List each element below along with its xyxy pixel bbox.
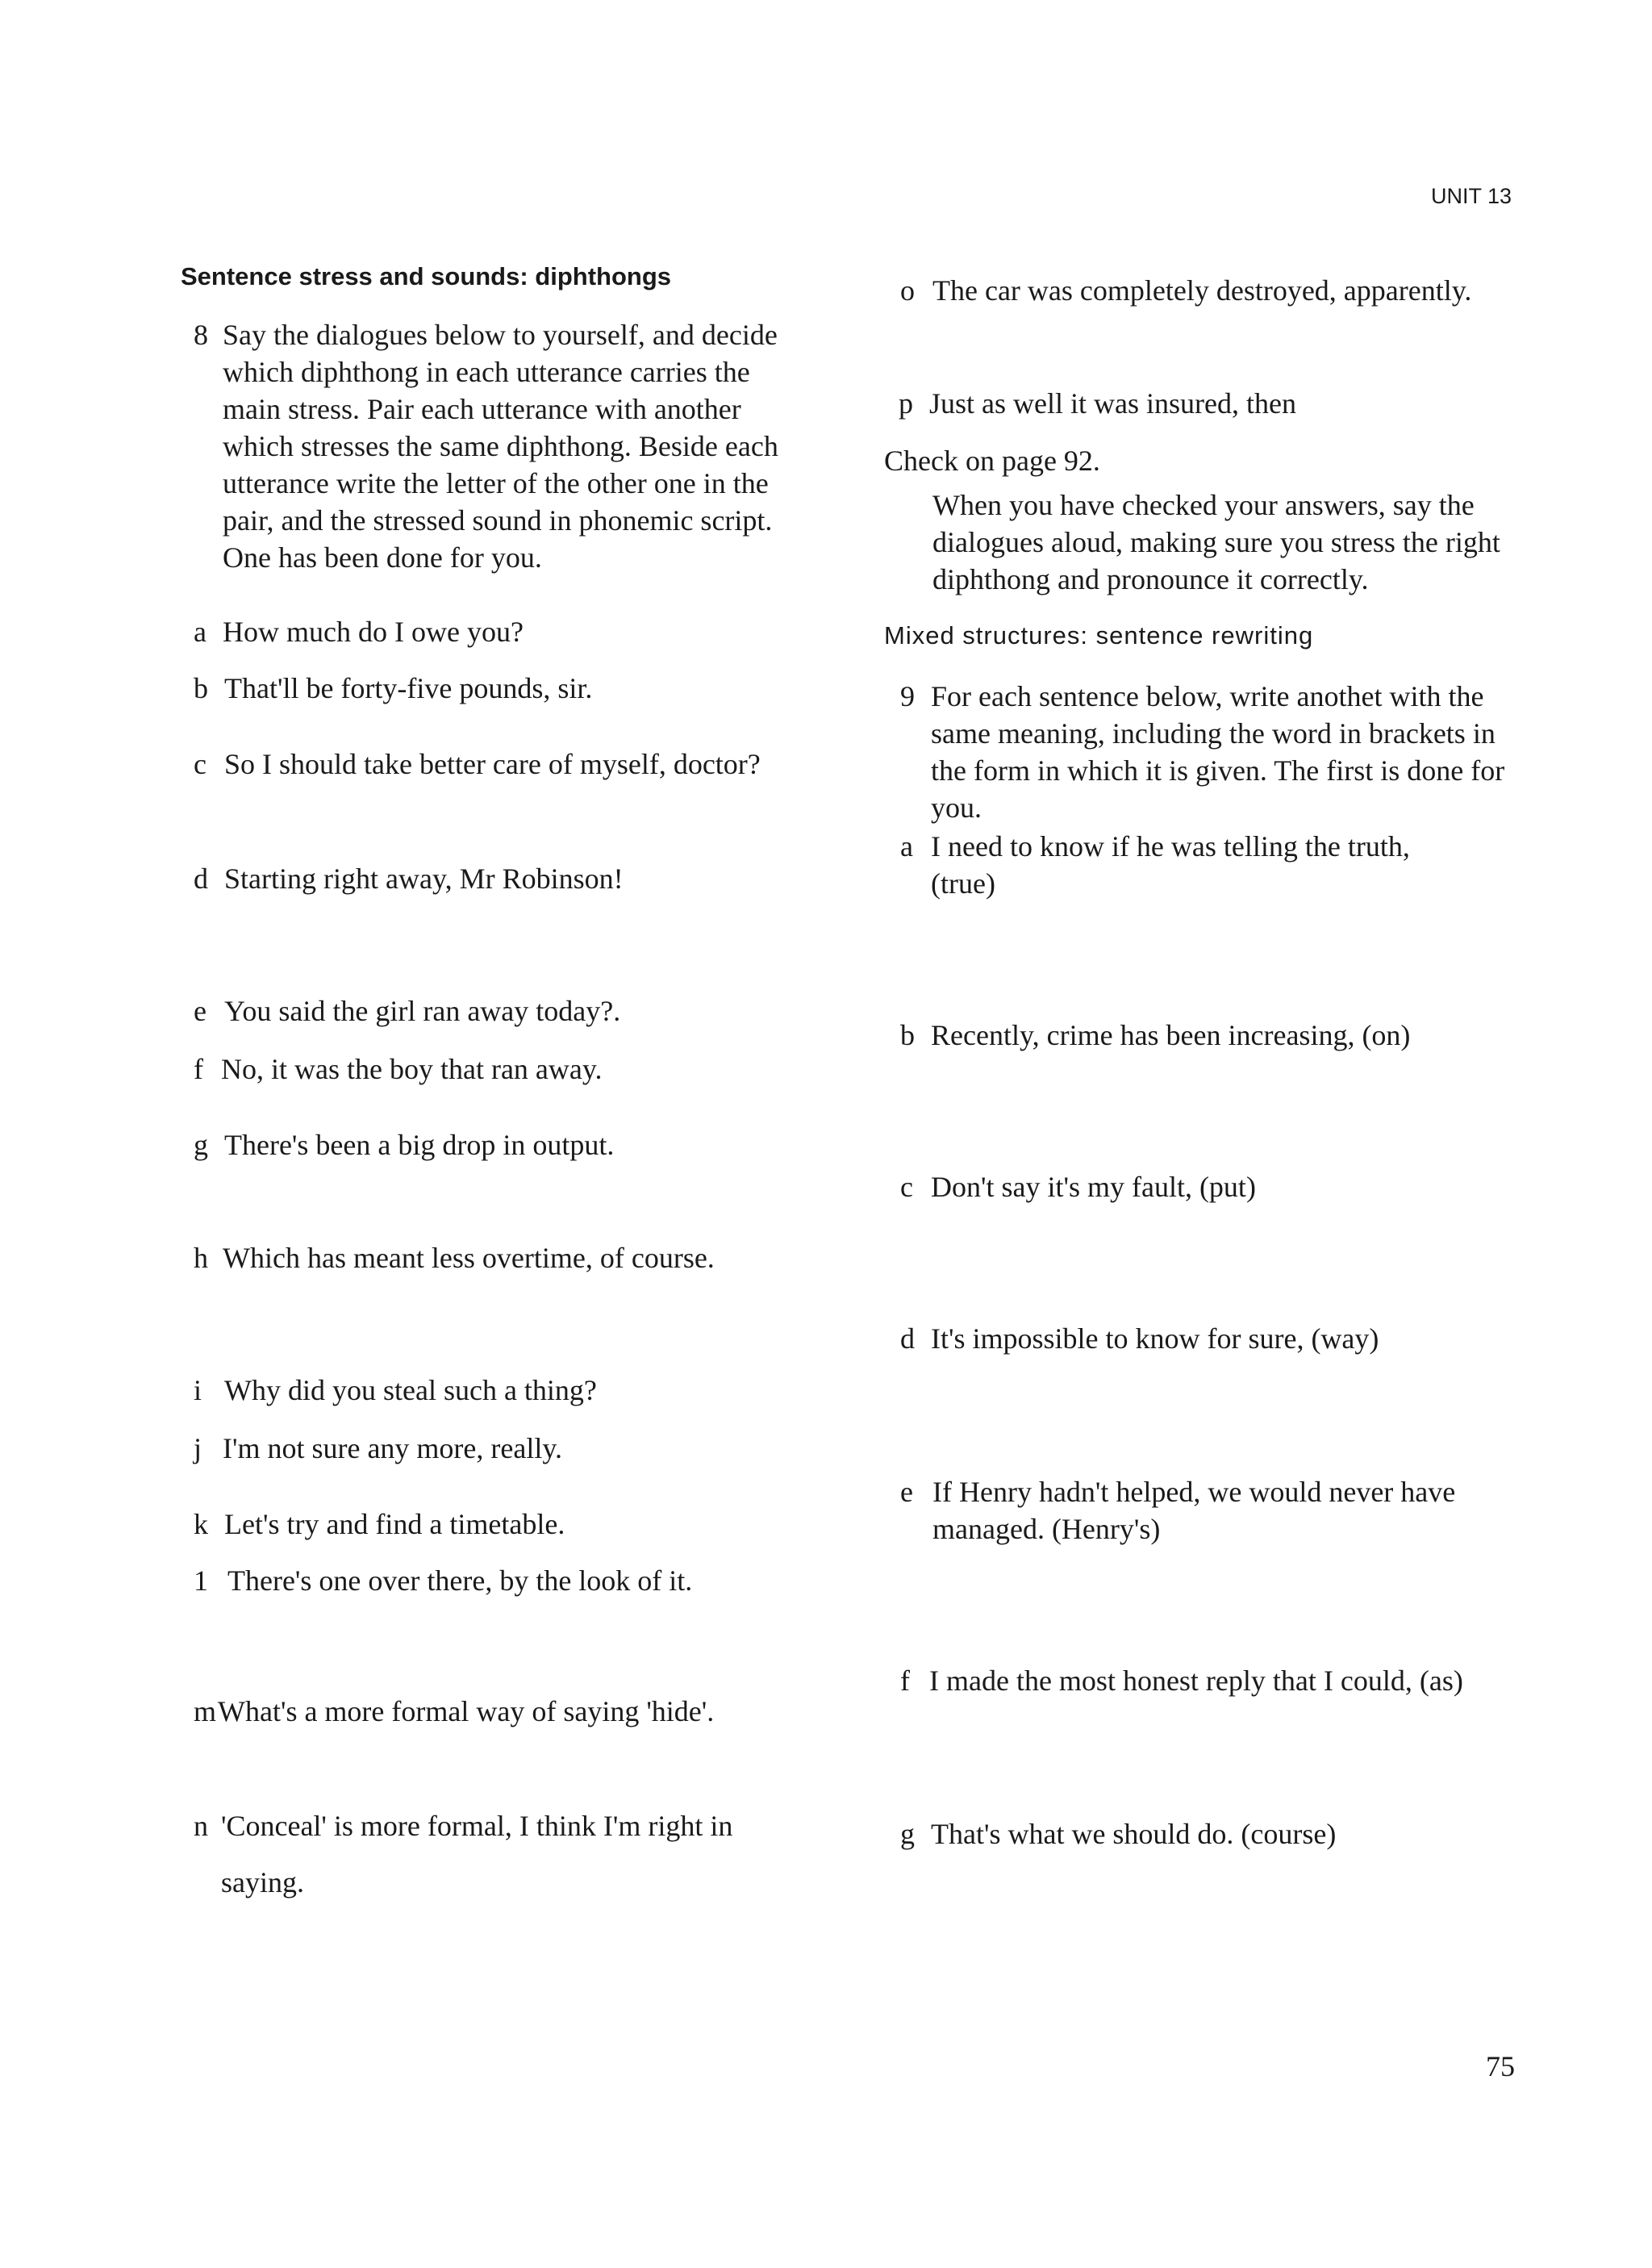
item-label: k bbox=[194, 1508, 208, 1540]
item-text: I'm not sure any more, really. bbox=[223, 1432, 563, 1464]
item-text: Which has meant less overtime, of course. bbox=[223, 1242, 715, 1274]
item-label: d bbox=[900, 1322, 915, 1355]
instruction-line: which stresses the same diphthong. Beside each bbox=[223, 430, 778, 462]
item-label: e bbox=[900, 1476, 913, 1508]
item-label: a bbox=[900, 830, 913, 863]
item-label: o bbox=[900, 274, 915, 307]
instruction-line: you. bbox=[931, 792, 982, 824]
item-label: i bbox=[194, 1374, 202, 1406]
item-text: Don't say it's my fault, (put) bbox=[931, 1171, 1256, 1203]
item-label: g bbox=[900, 1818, 915, 1850]
item-label: 1 bbox=[194, 1564, 208, 1597]
instruction-line: Say the dialogues below to yourself, and decide bbox=[223, 319, 778, 351]
item-text: Let's try and find a timetable. bbox=[224, 1508, 565, 1540]
item-text: If Henry hadn't helped, we would never have bbox=[932, 1476, 1456, 1508]
item-text: Why did you steal such a thing? bbox=[224, 1374, 597, 1406]
item-label: p bbox=[899, 387, 913, 420]
item-text: No, it was the boy that ran away. bbox=[221, 1053, 603, 1085]
item-text: Starting right away, Mr Robinson! bbox=[224, 863, 624, 895]
item-label: d bbox=[194, 863, 208, 895]
item-label: b bbox=[900, 1019, 915, 1051]
item-text: That'll be forty-five pounds, sir. bbox=[224, 672, 593, 704]
item-text: 'Conceal' is more formal, I think I'm right in bbox=[221, 1810, 733, 1842]
item-label: c bbox=[900, 1171, 913, 1203]
item-text: How much do I owe you? bbox=[223, 616, 524, 648]
item-text: That's what we should do. (course) bbox=[931, 1818, 1337, 1850]
item-label: j bbox=[194, 1432, 202, 1464]
instruction-line: main stress. Pair each utterance with another bbox=[223, 393, 741, 425]
exercise-number: 9 bbox=[900, 680, 915, 712]
item-label: b bbox=[194, 672, 208, 704]
instruction-line: dialogues aloud, making sure you stress the right bbox=[932, 526, 1500, 558]
item-text: Recently, crime has been increasing, (on) bbox=[931, 1019, 1411, 1051]
item-text: There's been a big drop in output. bbox=[224, 1129, 615, 1161]
instruction-line: utterance write the letter of the other one in the bbox=[223, 467, 769, 499]
item-text: There's one over there, by the look of it. bbox=[227, 1564, 693, 1597]
item-label: n bbox=[194, 1810, 208, 1842]
item-text: So I should take better care of myself, doctor? bbox=[224, 748, 761, 780]
item-text: The car was completely destroyed, apparently. bbox=[932, 274, 1472, 307]
item-text: You said the girl ran away today?. bbox=[224, 995, 621, 1027]
instruction-line: When you have checked your answers, say the bbox=[932, 489, 1475, 521]
item-text-continuation: (true) bbox=[931, 867, 995, 900]
instruction-line: pair, and the stressed sound in phonemic script. bbox=[223, 504, 773, 537]
running-head: UNIT 13 bbox=[1431, 184, 1512, 208]
item-label: h bbox=[194, 1242, 208, 1274]
item-label: f bbox=[900, 1664, 910, 1697]
item-label: m bbox=[194, 1695, 217, 1727]
item-text: It's impossible to know for sure, (way) bbox=[931, 1322, 1379, 1355]
item-label: c bbox=[194, 748, 206, 780]
instruction-line: the form in which it is given. The first is done for bbox=[931, 754, 1505, 787]
instruction-line: same meaning, including the word in brackets in bbox=[931, 717, 1496, 750]
item-text: I made the most honest reply that I could, (as) bbox=[929, 1664, 1463, 1697]
exercise-number: 8 bbox=[194, 319, 208, 351]
item-text: Just as well it was insured, then bbox=[929, 387, 1296, 420]
page-number: 75 bbox=[1486, 2050, 1515, 2082]
section-heading-diphthongs: Sentence stress and sounds: diphthongs bbox=[181, 262, 672, 290]
item-text-continuation: saying. bbox=[221, 1866, 304, 1898]
item-label: e bbox=[194, 995, 206, 1027]
item-text: What's a more formal way of saying 'hide'. bbox=[218, 1695, 715, 1727]
item-text-continuation: managed. (Henry's) bbox=[932, 1513, 1161, 1545]
item-label: a bbox=[194, 616, 206, 648]
item-text: I need to know if he was telling the truth, bbox=[931, 830, 1410, 863]
item-label: f bbox=[194, 1053, 203, 1085]
item-label: g bbox=[194, 1129, 208, 1161]
instruction-line: diphthong and pronounce it correctly. bbox=[932, 563, 1369, 595]
instruction-line: One has been done for you. bbox=[223, 541, 542, 574]
check-note: Check on page 92. bbox=[884, 445, 1100, 477]
instruction-line: For each sentence below, write anothet with the bbox=[931, 680, 1484, 712]
section-heading-sentence-rewriting: Mixed structures: sentence rewriting bbox=[884, 621, 1314, 649]
instruction-line: which diphthong in each utterance carries the bbox=[223, 356, 750, 388]
